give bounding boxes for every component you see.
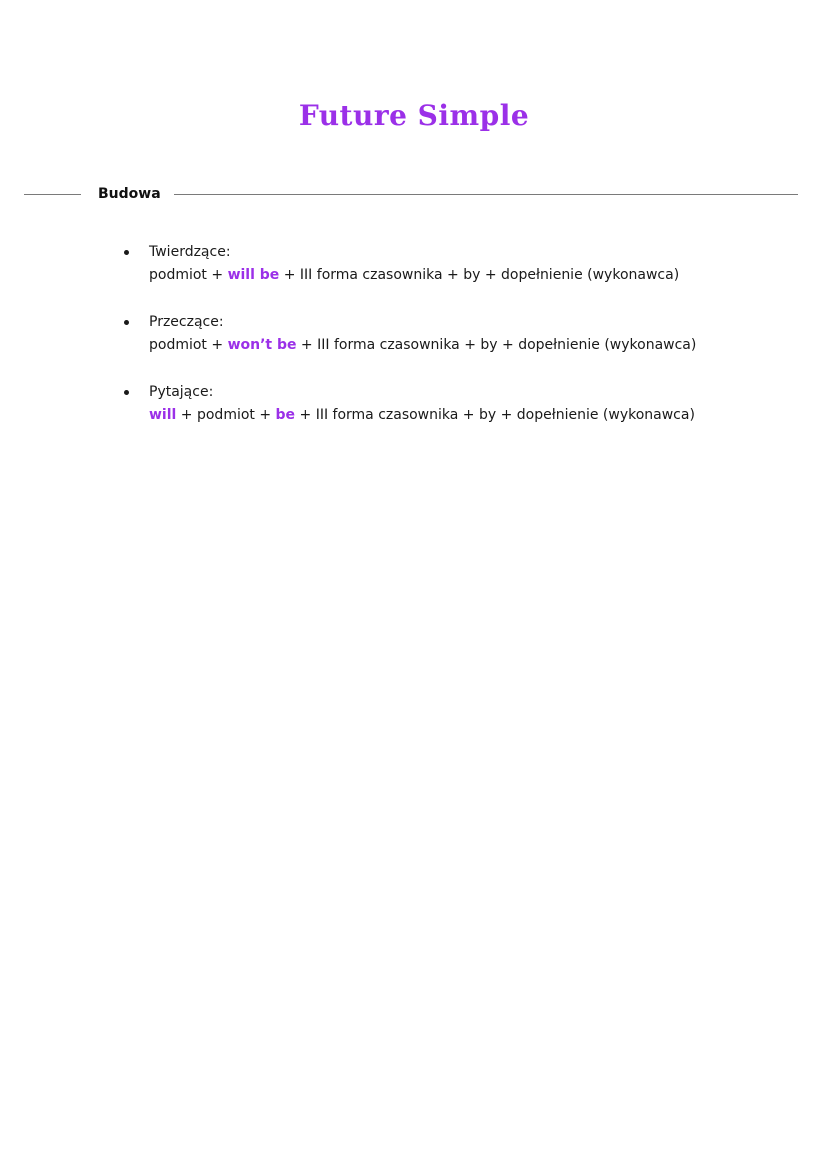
bullet-icon: [124, 390, 129, 395]
formula: [149, 334, 828, 357]
item-label: Twierdzące:: [149, 244, 231, 260]
list-item-negative: [0, 311, 828, 381]
formula-text: + III forma czasownika + by + dopełnienie (wykonawca): [295, 407, 695, 423]
formula-text: podmiot +: [149, 267, 228, 283]
item-label: Pytające:: [149, 384, 214, 400]
section-divider-right: [174, 194, 798, 195]
structure-list: [0, 241, 828, 451]
formula: [149, 264, 828, 287]
section-heading: Budowa: [98, 186, 161, 202]
formula-keyword: will: [149, 407, 177, 423]
page-title: Future Simple: [298, 99, 530, 132]
formula-text: + podmiot +: [176, 407, 276, 423]
list-item-affirmative: [0, 241, 828, 311]
formula-text: + III forma czasownika + by + dopełnienie (wykonawca): [296, 337, 697, 353]
item-label: Przeczące:: [149, 314, 224, 330]
bullet-icon: [124, 250, 129, 255]
section-divider-left: [24, 194, 81, 195]
formula: [149, 404, 828, 427]
formula-keyword: won’t be: [227, 337, 297, 353]
list-item-interrogative: [0, 381, 828, 451]
bullet-icon: [124, 320, 129, 325]
formula-keyword: will be: [227, 267, 280, 283]
formula-text: podmiot +: [149, 337, 228, 353]
formula-keyword: be: [275, 407, 296, 423]
formula-text: + III forma czasownika + by + dopełnienie (wykonawca): [279, 267, 680, 283]
